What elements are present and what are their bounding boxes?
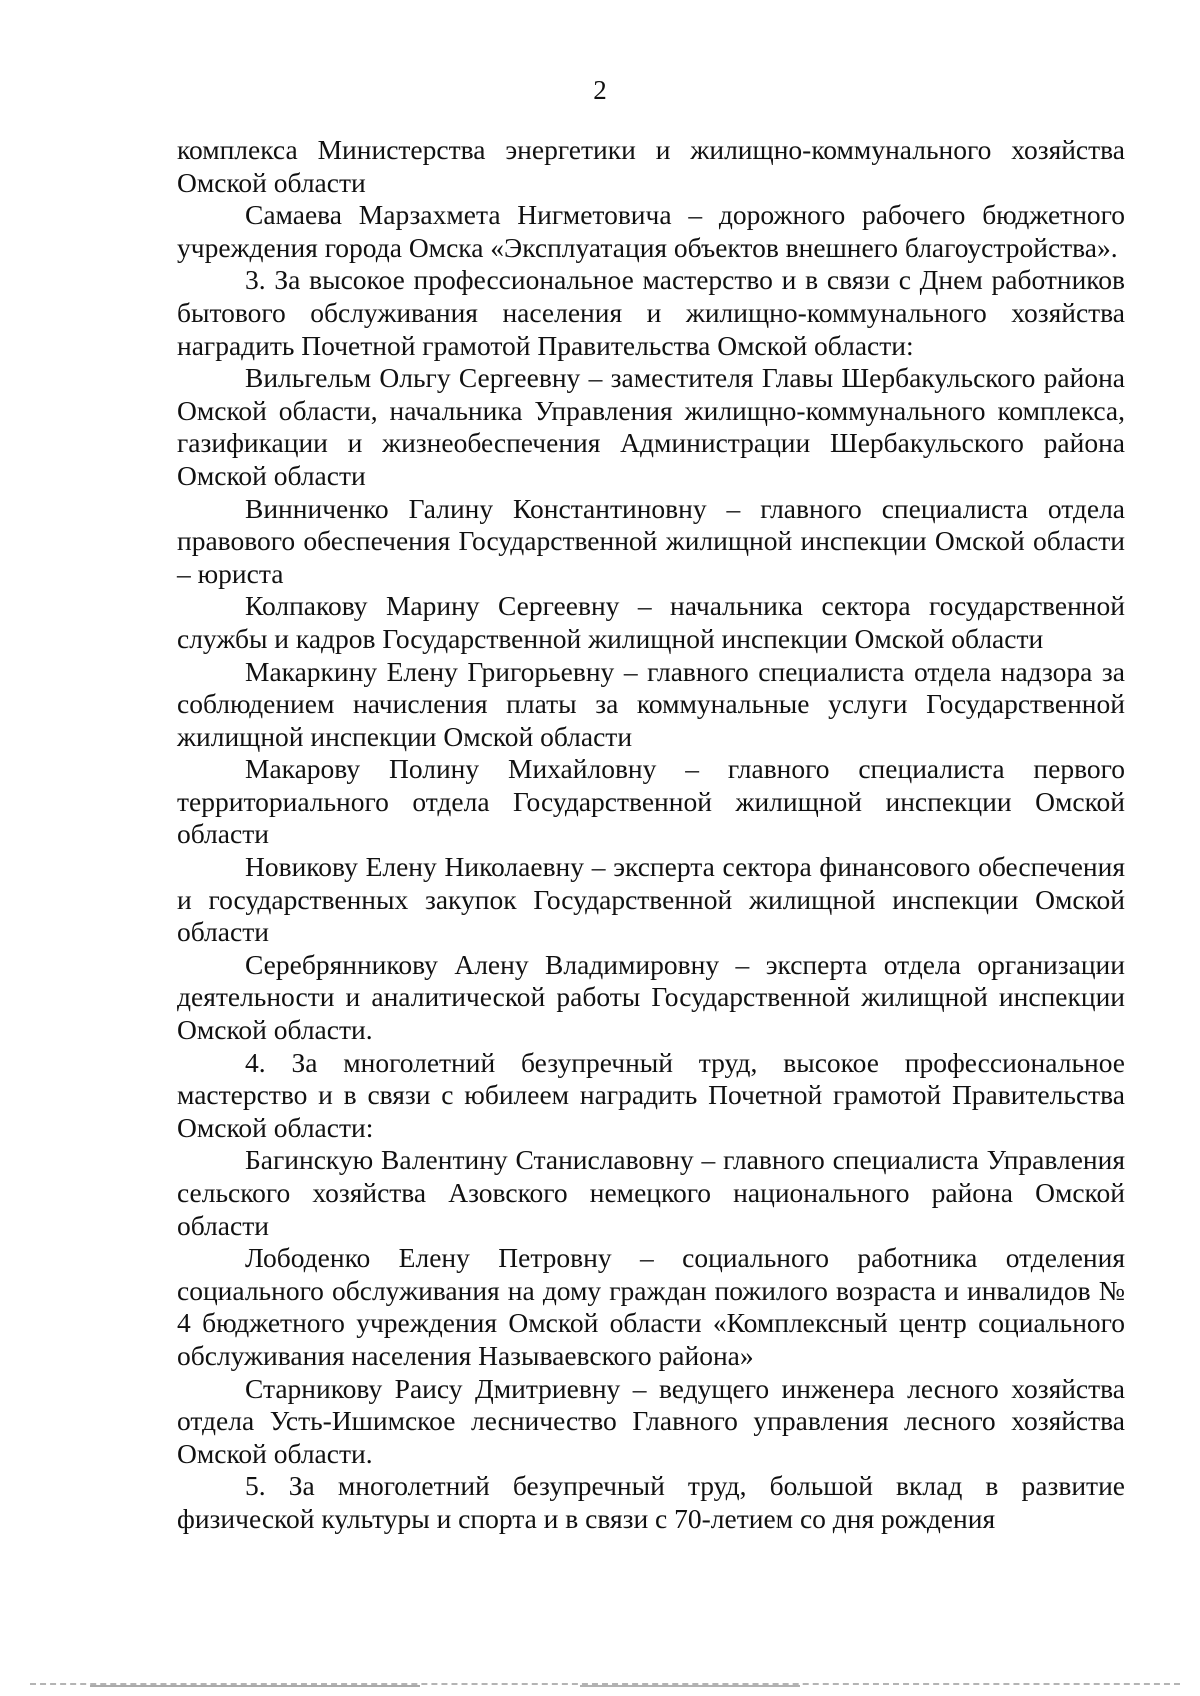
paragraph-award-novikova: Новикову Елену Николаевну – эксперта сектора финансового обеспечения и государственных закупок Государственной жилищной инспекции Омской области <box>177 851 1125 948</box>
paragraph-item-3: 3. За высокое профессиональное мастерство и в связи с Днем работников бытового обслуживания населения и жилищно-коммунального хозяйства наградить Почетной грамотой Правительства Омской области: <box>177 264 1125 361</box>
paragraph-award-vilgelm: Вильгельм Ольгу Сергеевну – заместителя Главы Шербакульского района Омской области, начальника Управления жилищно-коммунального комплекса, газификации и жизнеобеспечения Администрации Шербакульского района Омской области <box>177 362 1125 491</box>
paragraph-continuation: комплекса Министерства энергетики и жилищно-коммунального хозяйства Омской области <box>177 134 1125 198</box>
paragraph-award-makarova: Макарову Полину Михайловну – главного специалиста первого территориального отдела Государственной жилищной инспекции Омской области <box>177 753 1125 850</box>
scan-edge-mark <box>90 1685 420 1687</box>
scan-edge-mark <box>580 1685 800 1687</box>
paragraph-award-starnikova: Старникову Раису Дмитриевну – ведущего инженера лесного хозяйства отдела Усть-Ишимское лесничество Главного управления лесного хозяйства Омской области. <box>177 1372 1125 1469</box>
paragraph-award-vinnichenko: Винниченко Галину Константиновну – главного специалиста отдела правового обеспечения Государственной жилищной инспекции Омской области – юриста <box>177 492 1125 589</box>
paragraph-award-makarkina: Макаркину Елену Григорьевну – главного специалиста отдела надзора за соблюдением начисления платы за коммунальные услуги Государственной жилищной инспекции Омской области <box>177 655 1125 752</box>
paragraph-award-samaev: Самаева Марзахмета Нигметовича – дорожного рабочего бюджетного учреждения города Омска «Эксплуатация объектов внешнего благоустройства». <box>177 199 1125 263</box>
paragraph-award-baginskaya: Багинскую Валентину Станиславовну – главного специалиста Управления сельского хозяйства Азовского немецкого национального района Омской области <box>177 1144 1125 1241</box>
paragraph-award-lobodenko: Лободенко Елену Петровну – социального работника отделения социального обслуживания на дому граждан пожилого возраста и инвалидов № 4 бюджетного учреждения Омской области «Комплексный центр социального обслуживания населения Называевского района» <box>177 1242 1125 1371</box>
document-body <box>177 134 1125 1536</box>
paragraph-award-serebryannikova: Серебрянникову Алену Владимировну – эксперта отдела организации деятельности и аналитической работы Государственной жилищной инспекции Омской области. <box>177 948 1125 1046</box>
paragraph-item-4: 4. За многолетний безупречный труд, высокое профессиональное мастерство и в связи с юбилеем наградить Почетной грамотой Правительства Омской области: <box>177 1046 1125 1143</box>
page-number: 2 <box>593 75 607 105</box>
paragraph-item-5: 5. За многолетний безупречный труд, большой вклад в развитие физической культуры и спорта и в связи с 70-летием со дня рождения <box>177 1470 1125 1534</box>
paragraph-award-kolpakova: Колпакову Марину Сергеевну – начальника сектора государственной службы и кадров Государственной жилищной инспекции Омской области <box>177 590 1125 654</box>
